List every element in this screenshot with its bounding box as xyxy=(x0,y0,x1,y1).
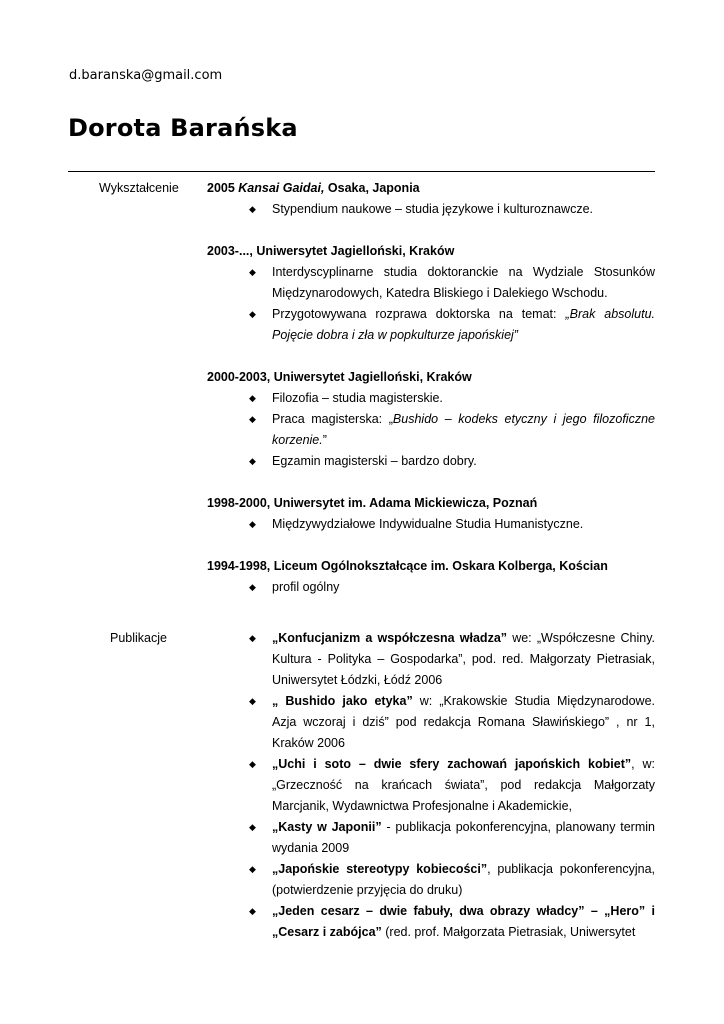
education-entry-heading xyxy=(207,367,655,388)
diamond-bullet-icon: ◆ xyxy=(249,456,256,466)
education-section-label: Wykształcenie xyxy=(99,181,179,195)
publications-section-label: Publikacje xyxy=(110,631,167,645)
diamond-bullet-icon: ◆ xyxy=(249,759,256,769)
publication-title: „Japońskie stereotypy kobiecości” xyxy=(272,862,488,876)
person-name: Dorota Barańska xyxy=(68,114,298,142)
education-entry-title: 2000-2003, Uniwersytet Jagielloński, Kraków xyxy=(207,370,472,384)
entry-spacer xyxy=(207,535,655,556)
publication-details: - publikacja pokonferencyjna, planowany termin wydania 2009 xyxy=(272,820,655,855)
item-text: Egzamin magisterski – bardzo dobry. xyxy=(272,454,477,468)
diamond-bullet-icon: ◆ xyxy=(249,204,256,214)
header-divider xyxy=(68,171,655,172)
publication-item xyxy=(207,817,655,859)
list-item xyxy=(207,451,655,472)
education-entry-details xyxy=(207,262,655,346)
diamond-bullet-icon: ◆ xyxy=(249,414,256,424)
diamond-bullet-icon: ◆ xyxy=(249,267,256,277)
entry-spacer xyxy=(207,472,655,493)
education-entry-location: Osaka, Japonia xyxy=(324,181,420,195)
publication-title: „Jeden cesarz – dwie fabuły, dwa obrazy władcy” – „Hero” i „Cesarz i zabójca” xyxy=(272,904,655,939)
publication-details: we: „Współczesne Chiny. Kultura - Polityka – Gospodarka”, pod. red. Małgorzaty Pietrasiak, Uniwersytet Łódzki, Łódź 2006 xyxy=(272,631,655,687)
education-entry-heading xyxy=(207,178,655,199)
education-list xyxy=(207,178,655,598)
education-entry-details xyxy=(207,199,655,220)
item-text: Filozofia – studia magisterskie. xyxy=(272,391,443,405)
education-entry-heading xyxy=(207,241,655,262)
publication-details: , w: „Grzeczność na krańcach świata”, pod redakcja Małgorzaty Marcjanik, Wydawnictwa Profesjonalne i Akademickie, xyxy=(272,757,655,813)
publication-item xyxy=(207,691,655,754)
diamond-bullet-icon: ◆ xyxy=(249,906,256,916)
list-item xyxy=(207,304,655,346)
publication-item xyxy=(207,754,655,817)
publication-title: „ Bushido jako etyka” xyxy=(272,694,413,708)
diamond-bullet-icon: ◆ xyxy=(249,393,256,403)
entry-spacer xyxy=(207,220,655,241)
education-entry-title: 1998-2000, Uniwersytet im. Adama Mickiewicza, Poznań xyxy=(207,496,538,510)
publication-title: „Uchi i soto – dwie sfery zachowań japońskich kobiet” xyxy=(272,757,632,771)
entry-spacer xyxy=(207,346,655,367)
publication-details: (red. prof. Małgorzata Pietrasiak, Uniwersytet xyxy=(381,925,636,939)
item-italic-title: „Brak absolutu. Pojęcie dobra i zła w popkulturze japońskiej” xyxy=(272,307,655,342)
education-entry-institution: Kansai Gaidai, xyxy=(238,181,325,195)
publication-item xyxy=(207,859,655,901)
diamond-bullet-icon: ◆ xyxy=(249,519,256,529)
education-entry-title: 2003-..., Uniwersytet Jagielloński, Kraków xyxy=(207,244,455,258)
item-text: Interdyscyplinarne studia doktoranckie na Wydziale Stosunków Międzynarodowych, Katedra Bliskiego i Dalekiego Wschodu. xyxy=(272,265,655,300)
publication-details: w: „Krakowskie Studia Międzynarodowe. Azja wczoraj i dziś” pod redakcja Romana Sławińskiego” , nr 1, Kraków 2006 xyxy=(272,694,655,750)
email-address: d.baranska@gmail.com xyxy=(69,68,223,83)
item-text: Stypendium naukowe – studia językowe i kulturoznawcze. xyxy=(272,202,594,216)
diamond-bullet-icon: ◆ xyxy=(249,309,256,319)
list-item xyxy=(207,514,655,535)
item-italic-title: Bushido – kodeks etyczny i jego filozoficzne korzenie. xyxy=(272,412,655,447)
publication-title: „Kasty w Japonii” xyxy=(272,820,382,834)
item-text: Przygotowywana rozprawa doktorska na temat: xyxy=(272,307,566,321)
publications-items xyxy=(207,628,655,943)
list-item xyxy=(207,577,655,598)
list-item xyxy=(207,262,655,304)
list-item xyxy=(207,388,655,409)
diamond-bullet-icon: ◆ xyxy=(249,822,256,832)
education-entry-details xyxy=(207,577,655,598)
list-item xyxy=(207,199,655,220)
item-text: Praca magisterska: „ xyxy=(272,412,393,426)
education-entry-details xyxy=(207,514,655,535)
publication-details: , publikacja pokonferencyjna, (potwierdzenie przyjęcia do druku) xyxy=(272,862,656,897)
item-text: profil ogólny xyxy=(272,580,340,594)
list-item xyxy=(207,409,655,451)
education-entry-details xyxy=(207,388,655,472)
education-entry-heading xyxy=(207,556,655,577)
diamond-bullet-icon: ◆ xyxy=(249,864,256,874)
diamond-bullet-icon: ◆ xyxy=(249,696,256,706)
publication-item xyxy=(207,901,655,943)
publication-title: „Konfucjanizm a współczesna władza” xyxy=(272,631,508,645)
education-entry-heading xyxy=(207,493,655,514)
diamond-bullet-icon: ◆ xyxy=(249,633,256,643)
education-entry-title: 1994-1998, Liceum Ogólnokształcące im. Oskara Kolberga, Kościan xyxy=(207,559,608,573)
publications-list xyxy=(207,628,655,943)
item-text: ” xyxy=(322,433,327,447)
item-text: Międzywydziałowe Indywidualne Studia Humanistyczne. xyxy=(272,517,584,531)
publication-item xyxy=(207,628,655,691)
education-entry-title: 2005 xyxy=(207,181,239,195)
diamond-bullet-icon: ◆ xyxy=(249,582,256,592)
